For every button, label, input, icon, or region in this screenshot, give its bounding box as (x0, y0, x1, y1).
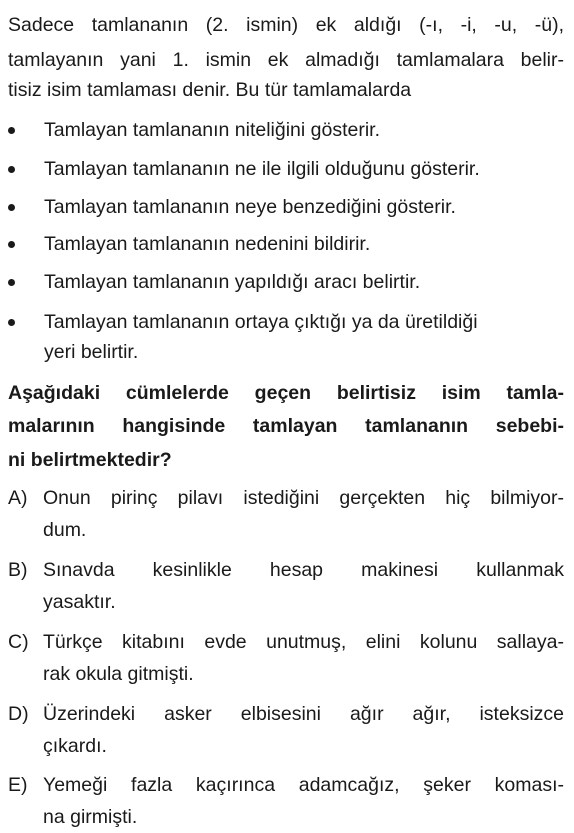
bullet-icon (8, 127, 15, 134)
intro-line-2: tamlayanın yani 1. ismin ek almadığı tamlamalara belir- (8, 49, 564, 71)
bullet-icon (8, 204, 15, 211)
option-d-line-2: çıkardı. (43, 735, 107, 757)
bullet-icon (8, 241, 15, 248)
option-a-letter: A) (8, 487, 28, 509)
bullet-item-1: Tamlayan tamlananın niteliğini gösterir. (44, 119, 381, 141)
option-b-line-1: Sınavda kesinlikle hesap makinesi kullanmak (43, 559, 564, 581)
option-e-letter: E) (8, 774, 28, 796)
option-c-line-2: rak okula gitmişti. (43, 663, 194, 685)
option-c-letter: C) (8, 631, 29, 653)
bullet-icon (8, 319, 15, 326)
option-c-line-1: Türkçe kitabını evde unutmuş, elini kolunu sallaya- (43, 631, 564, 653)
question-line-1: Aşağıdaki cümlelerde geçen belirtisiz isim tamla- (8, 382, 564, 404)
bullet-item-3: Tamlayan tamlananın neye benzediğini gösterir. (44, 196, 456, 218)
option-d-letter: D) (8, 703, 29, 725)
question-line-2: malarının hangisinde tamlayan tamlananın sebebi- (8, 415, 564, 437)
bullet-item-6-continuation: yeri belirtir. (44, 341, 139, 363)
bullet-item-4: Tamlayan tamlananın nedenini bildirir. (44, 233, 371, 255)
intro-line-1: Sadece tamlananın (2. ismin) ek aldığı (-ı, -i, -u, -ü), (8, 14, 564, 36)
bullet-icon (8, 279, 15, 286)
option-d-line-1: Üzerindeki asker elbisesini ağır ağır, isteksizce (43, 703, 564, 725)
option-e-line-2: na girmişti. (43, 806, 138, 828)
option-e-line-1: Yemeği fazla kaçırınca adamcağız, şeker koması- (43, 774, 564, 796)
option-b-letter: B) (8, 559, 28, 581)
question-line-3: ni belirtmektedir? (8, 449, 172, 471)
bullet-item-6: Tamlayan tamlananın ortaya çıktığı ya da üretildiği (44, 311, 478, 333)
option-a-line-2: dum. (43, 519, 87, 541)
intro-line-3: tisiz isim tamlaması denir. Bu tür tamlamalarda (8, 79, 412, 101)
bullet-icon (8, 166, 15, 173)
option-b-line-2: yasaktır. (43, 591, 116, 613)
bullet-item-5: Tamlayan tamlananın yapıldığı aracı belirtir. (44, 271, 421, 293)
option-a-line-1: Onun pirinç pilavı istediğini gerçekten hiç bilmiyor- (43, 487, 564, 509)
bullet-item-2: Tamlayan tamlananın ne ile ilgili olduğunu gösterir. (44, 158, 480, 180)
